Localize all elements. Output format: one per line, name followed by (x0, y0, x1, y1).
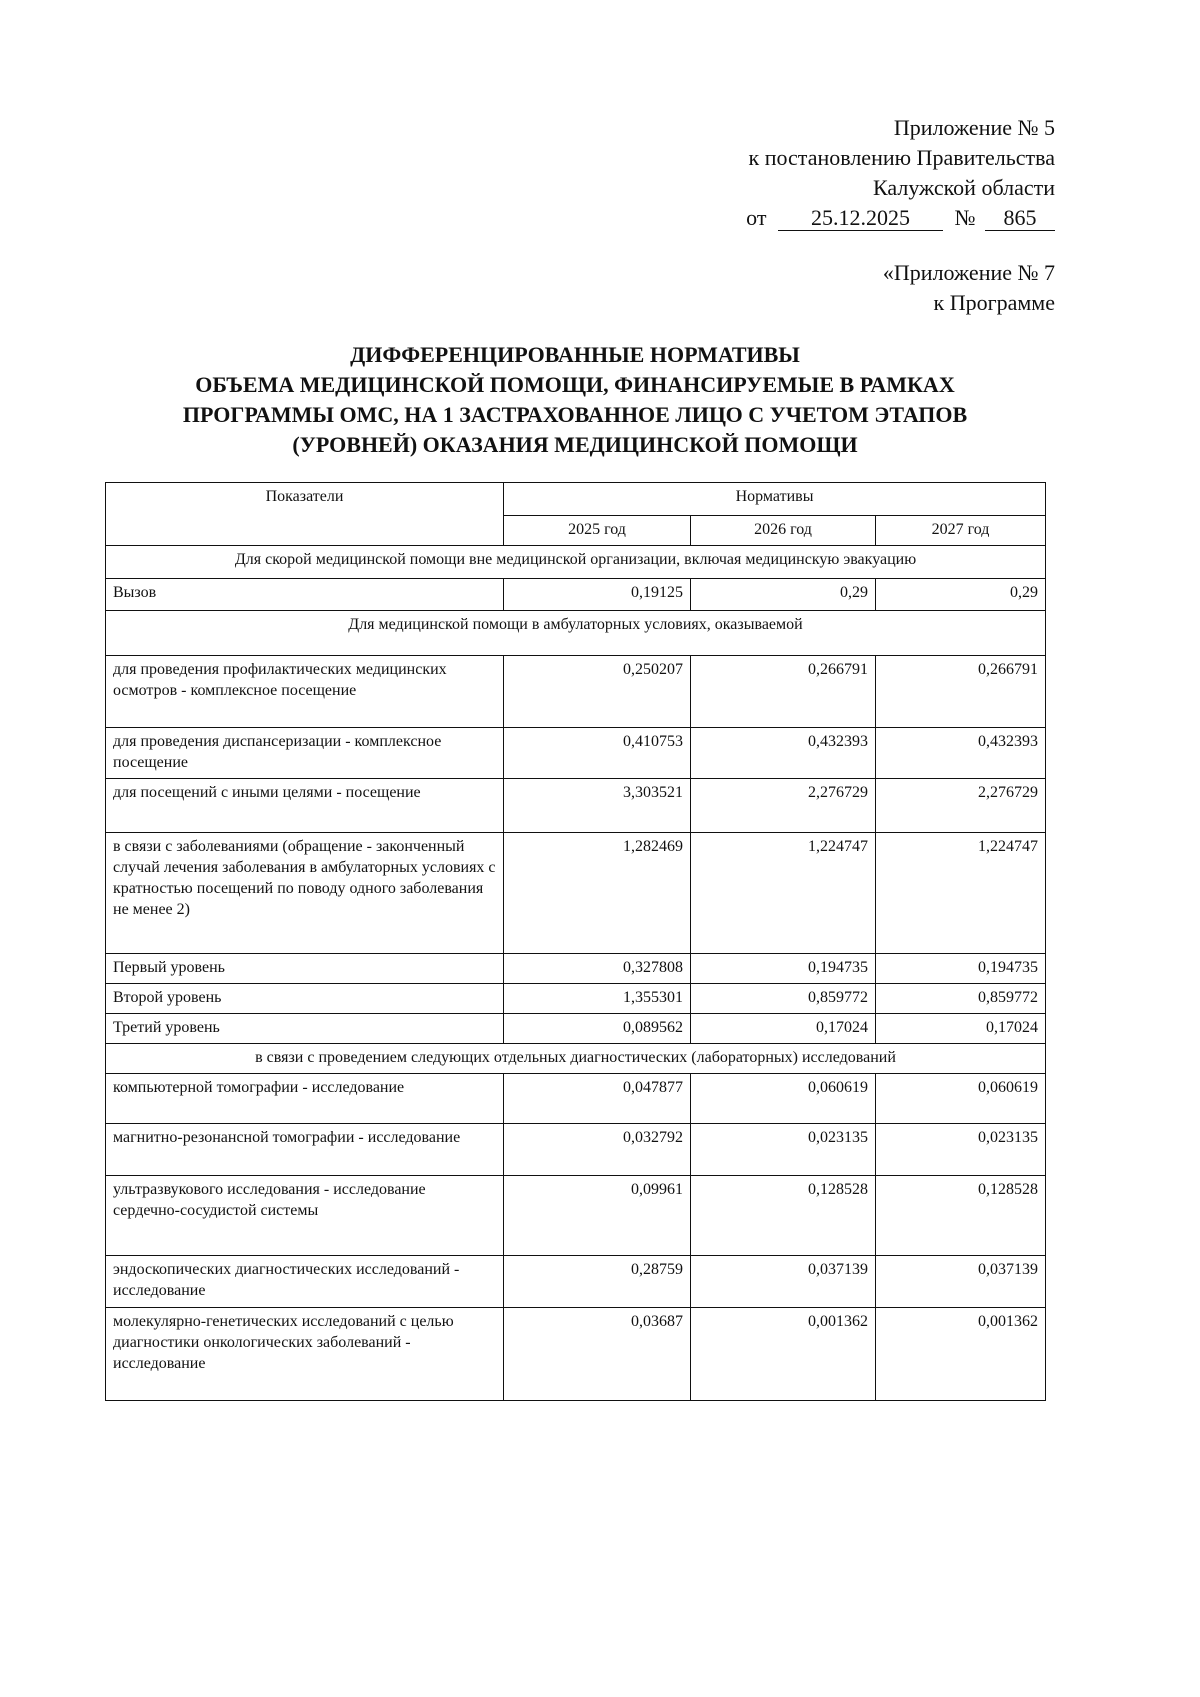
row-label: для посещений с иными целями - посещение (106, 779, 504, 833)
value-2027: 0,859772 (876, 984, 1046, 1014)
value-2027: 0,194735 (876, 954, 1046, 984)
table-row (106, 954, 1046, 984)
title-line: ДИФФЕРЕНЦИРОВАННЫЕ НОРМАТИВЫ (350, 342, 800, 367)
row-label: Вызов (106, 579, 504, 611)
document-header (746, 113, 1055, 233)
value-2027: 0,060619 (876, 1074, 1046, 1124)
row-label: ультразвукового исследования - исследование сердечно-сосудистой системы (106, 1176, 504, 1256)
value-2027: 0,128528 (876, 1176, 1046, 1256)
value-2027: 1,224747 (876, 833, 1046, 954)
table-row (106, 579, 1046, 611)
row-label: компьютерной томографии - исследование (106, 1074, 504, 1124)
table-row (106, 1014, 1046, 1044)
document-title (105, 340, 1045, 460)
table-row (106, 728, 1046, 779)
decree-date: 25.12.2025 (778, 206, 943, 231)
value-2025: 0,03687 (504, 1308, 691, 1401)
header-norms: Нормативы (504, 483, 1046, 516)
table-row (106, 833, 1046, 954)
from-label: от (746, 205, 767, 230)
appendix-number: Приложение № 5 (893, 115, 1055, 140)
value-2026: 2,276729 (691, 779, 876, 833)
value-2026: 0,432393 (691, 728, 876, 779)
value-2027: 0,17024 (876, 1014, 1046, 1044)
row-label: Третий уровень (106, 1014, 504, 1044)
value-2025: 0,327808 (504, 954, 691, 984)
value-2026: 0,128528 (691, 1176, 876, 1256)
row-label: магнитно-резонансной томографии - исследование (106, 1124, 504, 1176)
value-2026: 0,17024 (691, 1014, 876, 1044)
table-row (106, 656, 1046, 728)
row-label: эндоскопических диагностических исследований - исследование (106, 1256, 504, 1308)
table-row (106, 984, 1046, 1014)
table-row (106, 1124, 1046, 1176)
value-2025: 0,089562 (504, 1014, 691, 1044)
value-2026: 0,29 (691, 579, 876, 611)
row-label: для проведения диспансеризации - комплексное посещение (106, 728, 504, 779)
header-year: 2025 год (504, 516, 691, 546)
row-label: для проведения профилактических медицинских осмотров - комплексное посещение (106, 656, 504, 728)
value-2025: 1,355301 (504, 984, 691, 1014)
decree-reference: к постановлению Правительства (748, 145, 1055, 170)
value-2026: 1,224747 (691, 833, 876, 954)
header-year: 2026 год (691, 516, 876, 546)
number-label: № (954, 205, 976, 230)
decree-number: 865 (985, 206, 1055, 231)
table-row (106, 1308, 1046, 1401)
program-appendix-number: «Приложение № 7 (882, 260, 1055, 285)
value-2026: 0,266791 (691, 656, 876, 728)
value-2026: 0,001362 (691, 1308, 876, 1401)
value-2025: 0,09961 (504, 1176, 691, 1256)
value-2026: 0,023135 (691, 1124, 876, 1176)
value-2025: 3,303521 (504, 779, 691, 833)
table-row (106, 1256, 1046, 1308)
decree-date-line (746, 203, 1055, 233)
title-line: ПРОГРАММЫ ОМС, НА 1 ЗАСТРАХОВАННОЕ ЛИЦО С УЧЕТОМ ЭТАПОВ (182, 402, 968, 427)
value-2027: 2,276729 (876, 779, 1046, 833)
value-2026: 0,060619 (691, 1074, 876, 1124)
value-2027: 0,432393 (876, 728, 1046, 779)
header-year: 2027 год (876, 516, 1046, 546)
value-2025: 0,410753 (504, 728, 691, 779)
row-label: Первый уровень (106, 954, 504, 984)
value-2025: 1,282469 (504, 833, 691, 954)
norms-table (105, 482, 1046, 1401)
value-2027: 0,001362 (876, 1308, 1046, 1401)
row-label: в связи с заболеваниями (обращение - законченный случай лечения заболевания в амбулаторных условиях с кратностью посещений по поводу одного заболевания не менее 2) (106, 833, 504, 954)
title-line: (УРОВНЕЙ) ОКАЗАНИЯ МЕДИЦИНСКОЙ ПОМОЩИ (292, 432, 858, 457)
table-row (106, 1074, 1046, 1124)
value-2025: 0,19125 (504, 579, 691, 611)
value-2026: 0,859772 (691, 984, 876, 1014)
row-label: Второй уровень (106, 984, 504, 1014)
section-header: в связи с проведением следующих отдельных диагностических (лабораторных) исследований (106, 1044, 1046, 1074)
table-row (106, 779, 1046, 833)
section-header: Для скорой медицинской помощи вне медицинской организации, включая медицинскую эвакуацию (106, 546, 1046, 579)
title-line: ОБЪЕМА МЕДИЦИНСКОЙ ПОМОЩИ, ФИНАНСИРУЕМЫЕ В РАМКАХ (195, 372, 955, 397)
value-2027: 0,037139 (876, 1256, 1046, 1308)
value-2027: 0,023135 (876, 1124, 1046, 1176)
header-indicators: Показатели (106, 483, 504, 546)
section-header: Для медицинской помощи в амбулаторных условиях, оказываемой (106, 611, 1046, 656)
program-reference: к Программе (933, 290, 1055, 315)
value-2025: 0,250207 (504, 656, 691, 728)
value-2027: 0,266791 (876, 656, 1046, 728)
value-2026: 0,037139 (691, 1256, 876, 1308)
value-2025: 0,047877 (504, 1074, 691, 1124)
value-2027: 0,29 (876, 579, 1046, 611)
program-appendix-header (883, 258, 1055, 318)
value-2025: 0,28759 (504, 1256, 691, 1308)
row-label: молекулярно-генетических исследований с целью диагностики онкологических заболеваний - исследование (106, 1308, 504, 1401)
table-row (106, 1176, 1046, 1256)
region-name: Калужской области (873, 175, 1055, 200)
value-2026: 0,194735 (691, 954, 876, 984)
value-2025: 0,032792 (504, 1124, 691, 1176)
